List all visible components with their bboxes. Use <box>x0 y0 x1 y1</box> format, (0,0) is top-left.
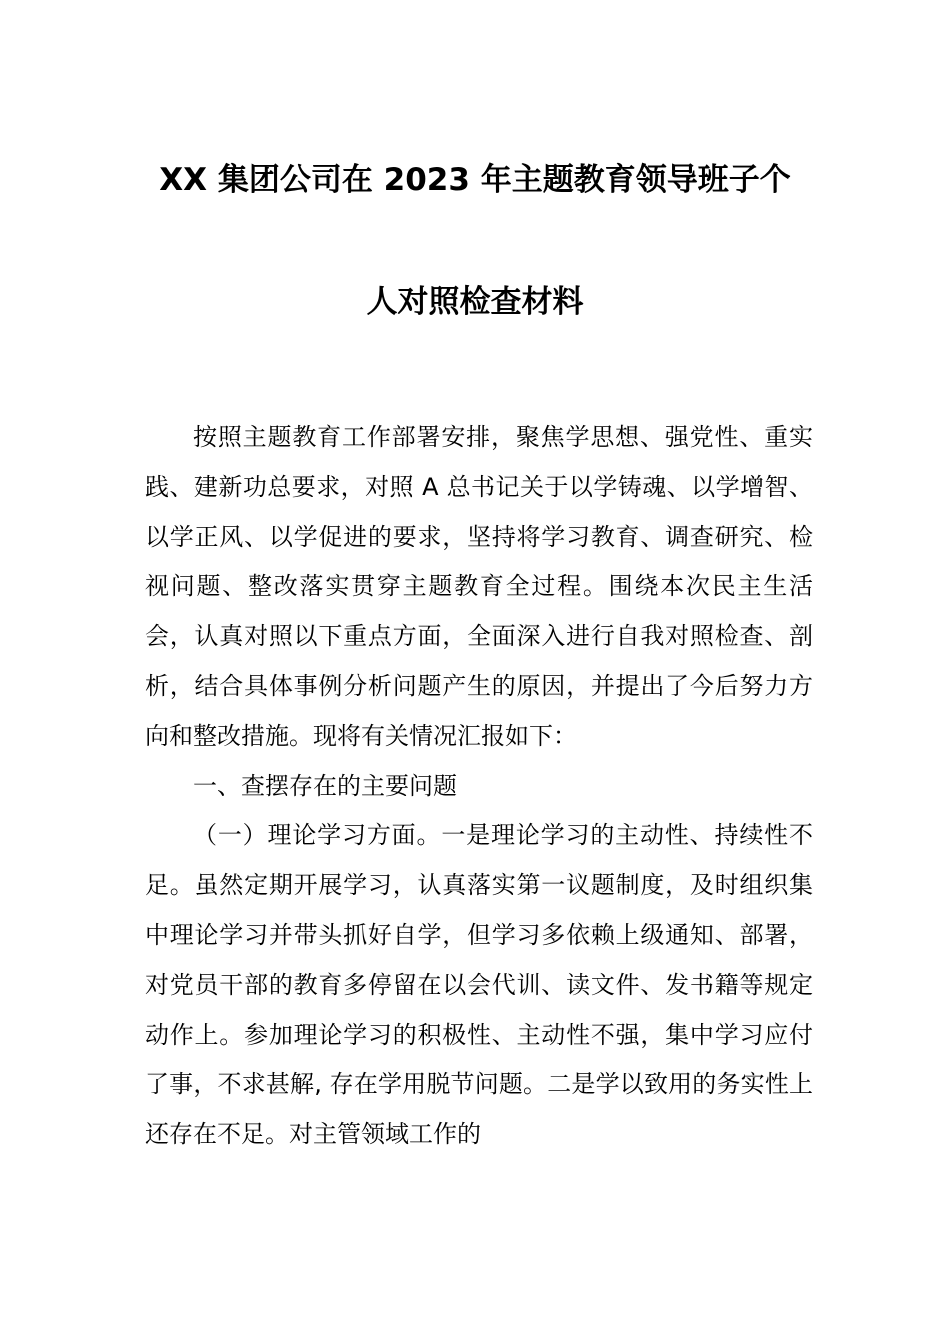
document-title-line-2: 人对照检查材料 <box>366 284 584 320</box>
intro-paragraph: 按照主题教育工作部署安排，聚焦学思想、强党性、重实践、建新功总要求，对照 A 总书记关于以学铸魂、以学增智、以学正风、以学促进的要求，坚持将学习教育、调查研究、检视问题、整改落实贯穿主题教育全过程。围绕本次民主生活会，认真对照以下重点方面，全面深入进行自我对照检查、剖析，结合具体事例分析问题产生的原因，并提出了今后努力方向和整改措施。现将有关情况汇报如下： <box>145 423 813 750</box>
subsection-paragraph-1: （一）理论学习方面。一是理论学习的主动性、持续性不足。虽然定期开展学习，认真落实第一议题制度，及时组织集中理论学习并带头抓好自学，但学习多依赖上级通知、部署，对党员干部的教育多停留在以会代训、读文件、发书籍等规定动作上。参加理论学习的积极性、主动性不强，集中学习应付了事，不求甚解, 存在学用脱节问题。二是学以致用的务实性上还存在不足。对主管领域工作的 <box>145 821 813 1149</box>
document-title-line-1: XX 集团公司在 2023 年主题教育领导班子个 <box>159 162 791 198</box>
section-heading-1: 一、查摆存在的主要问题 <box>193 771 457 800</box>
document-body <box>145 413 813 1160</box>
